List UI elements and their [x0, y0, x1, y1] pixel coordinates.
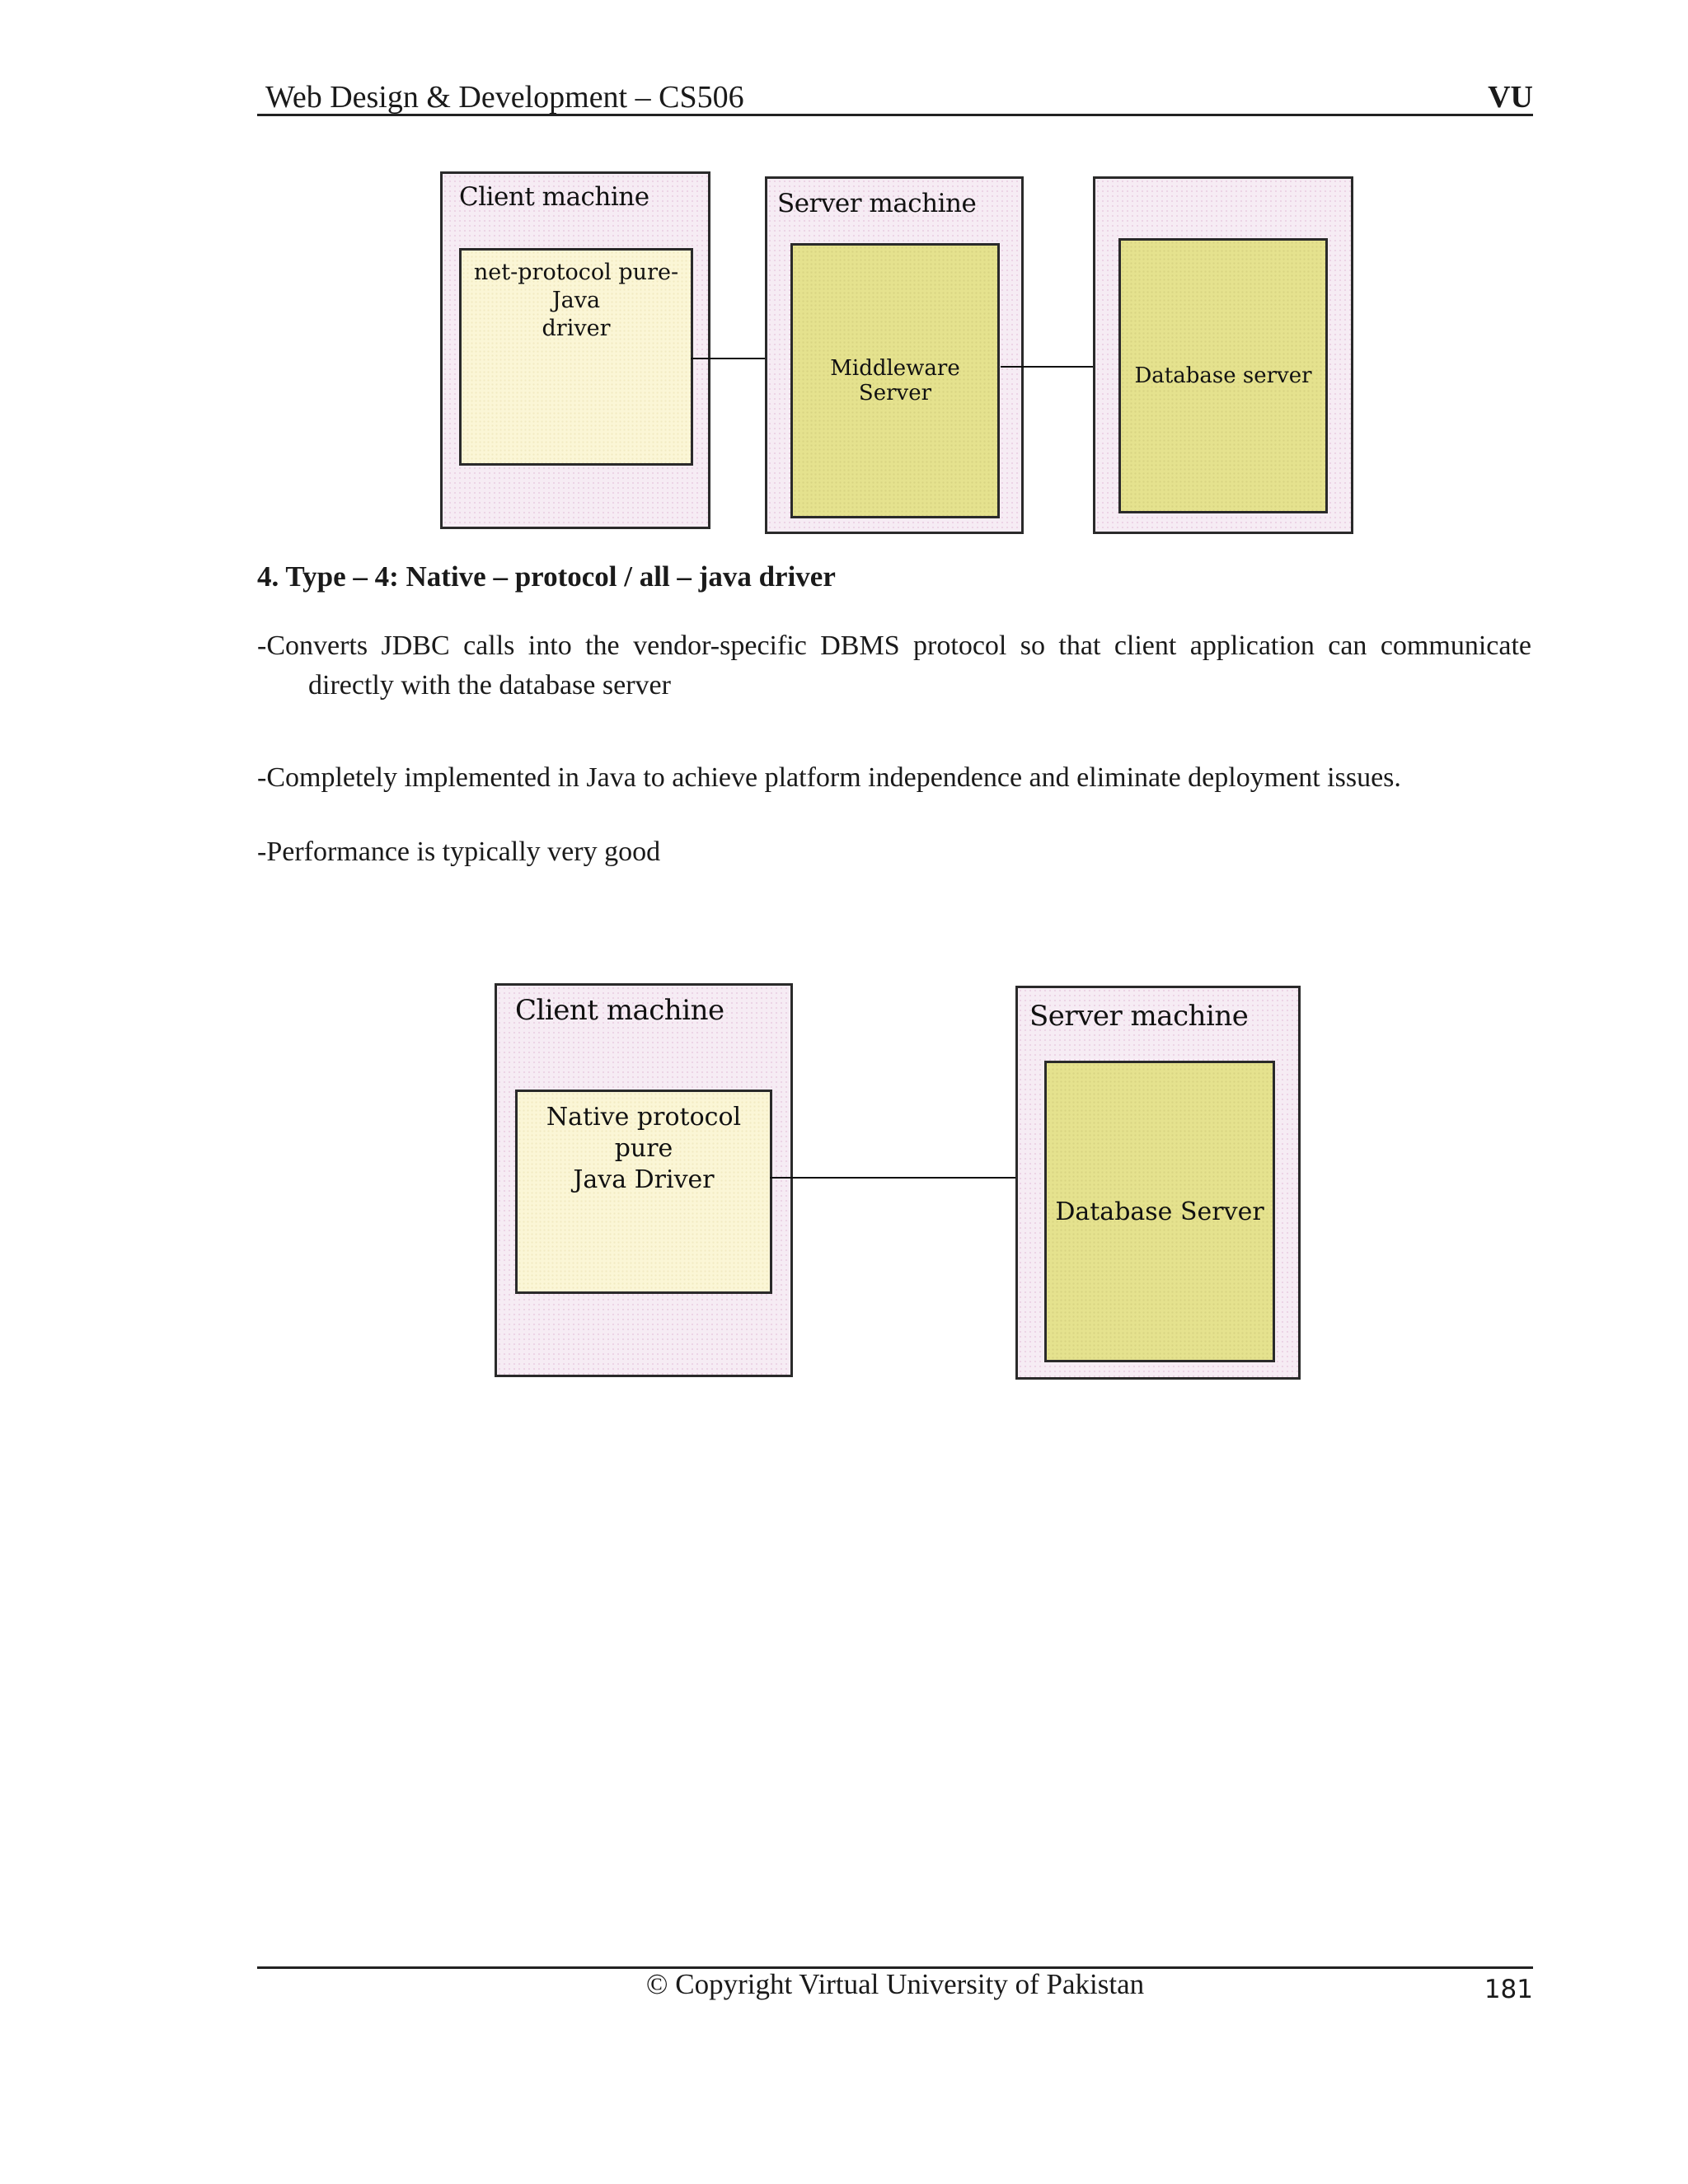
net-protocol-driver-box — [459, 248, 693, 466]
driver-label-line2: driver — [542, 316, 611, 341]
paragraph-performance: -Performance is typically very good — [257, 837, 661, 867]
page-number: 181 — [1484, 1975, 1533, 2004]
client-machine-label-type4: Client machine — [515, 994, 724, 1027]
copyright-text: © Copyright Virtual University of Pakistan — [645, 1968, 1145, 2000]
native-protocol-driver-box — [515, 1090, 772, 1294]
native-driver-label-line1: Native protocol pure — [546, 1103, 742, 1163]
server-machine-box — [765, 176, 1024, 534]
paragraph-converts: -Converts JDBC calls into the vendor-specific DBMS protocol so that client application can communicate directly with the database server — [257, 630, 1531, 701]
middleware-server-label: Middleware Server — [830, 356, 960, 405]
arrow-client-to-middleware — [691, 358, 770, 359]
database-server-label-type4: Database Server — [1055, 1197, 1264, 1226]
client-machine-box-type4 — [495, 983, 793, 1377]
section-heading: 4. Type – 4: Native – protocol / all – java driver — [257, 560, 836, 593]
driver-label-line1: net-protocol pure-Java — [473, 260, 679, 313]
arrow-middleware-to-database — [1001, 366, 1100, 368]
server-machine-label: Server machine — [777, 189, 977, 218]
server-machine-box-type4 — [1015, 986, 1301, 1380]
native-driver-label-line2: Java Driver — [573, 1165, 715, 1194]
institution-abbrev: VU — [1488, 80, 1533, 115]
client-machine-label: Client machine — [459, 182, 649, 212]
server-machine-label-type4: Server machine — [1029, 1000, 1249, 1033]
database-server-label: Database server — [1134, 363, 1312, 388]
database-server-box-type4 — [1044, 1061, 1275, 1362]
paragraph-implemented: -Completely implemented in Java to achieve platform independence and eliminate deployment issues. — [257, 762, 1401, 793]
middleware-server-box — [790, 243, 1000, 518]
arrow-client-to-database-type4 — [770, 1177, 1020, 1179]
database-server-box — [1118, 238, 1328, 513]
header-divider — [257, 114, 1533, 116]
course-title: Web Design & Development – CS506 — [265, 80, 744, 115]
client-machine-box — [440, 171, 710, 529]
database-machine-box — [1093, 176, 1353, 534]
